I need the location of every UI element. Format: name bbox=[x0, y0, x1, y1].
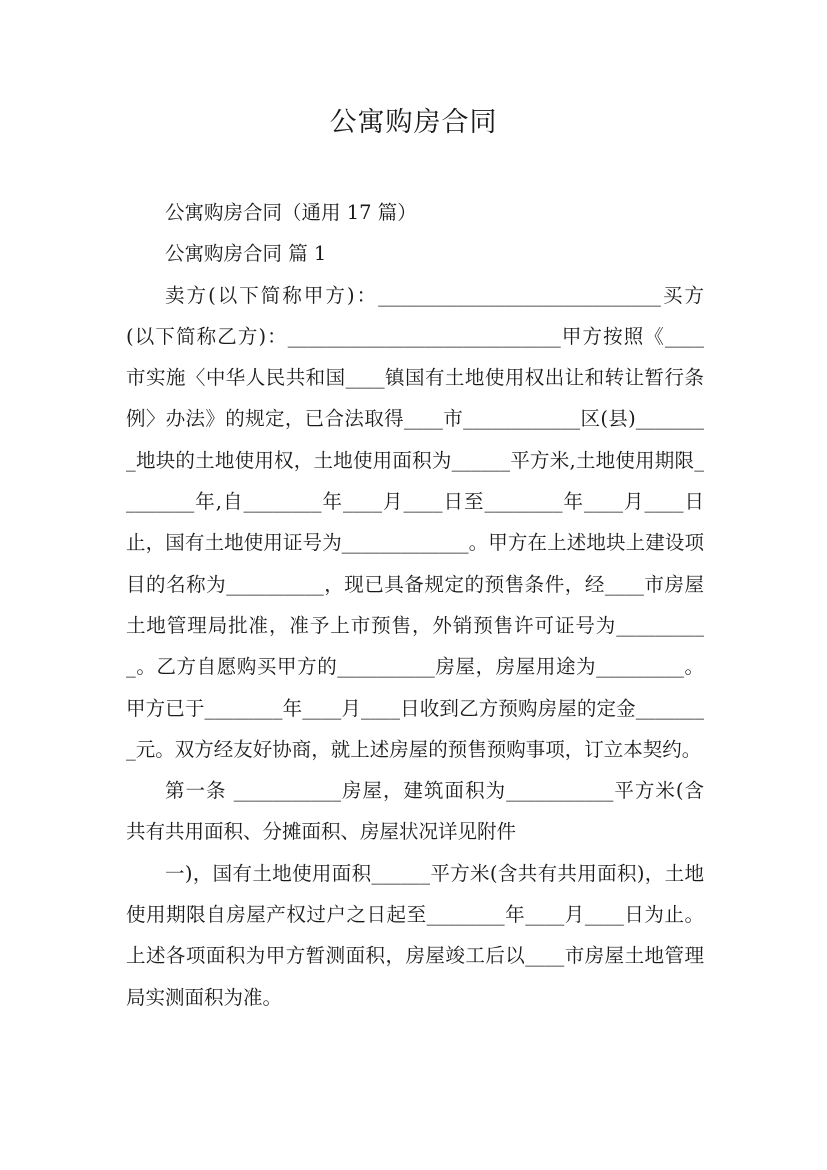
parties-paragraph: 卖方(以下简称甲方)：_____________________________买方(以下简称乙方)：____________________________甲方按照《____市实施〈中华人民共和国____镇国有土地使用权出让和转让暂行条例〉办法》的规定，已合法取得____市____________区(县)________地块的土地使用权，土地使用面积为______平方米,土地使用期限________年,自________年____月____日至________年____月____日止，国有土地使用证号为_____________。甲方在上述地块上建设项目的名称为__________，现已具备规定的预售条件，经____市房屋土地管理局批准，准予上市预售，外销预售许可证号为__________。乙方自愿购买甲方的__________房屋，房屋用途为_________。甲方已于________年____月____日收到乙方预购房屋的定金________元。双方经友好协商，就上述房屋的预售预购事项，订立本契约。 bbox=[126, 283, 704, 761]
section-heading-paragraph: 公寓购房合同 篇 1 bbox=[165, 242, 327, 266]
land-area-paragraph: 一)，国有土地使用面积______平方米(含共有共用面积)，土地使用期限自房屋产权过户之日起至________年____月____日为止。上述各项面积为甲方暂测面积，房屋竣工后以____市房屋土地管理局实测面积为准。 bbox=[126, 861, 704, 1009]
subtitle-paragraph: 公寓购房合同（通用 17 篇） bbox=[165, 201, 417, 224]
document-title: 公寓购房合同 bbox=[329, 107, 498, 138]
document-body bbox=[126, 192, 704, 1018]
article-one-paragraph: 第一条 ___________房屋，建筑面积为___________平方米(含共有共用面积、分摊面积、房屋状况详见附件 bbox=[126, 779, 704, 844]
